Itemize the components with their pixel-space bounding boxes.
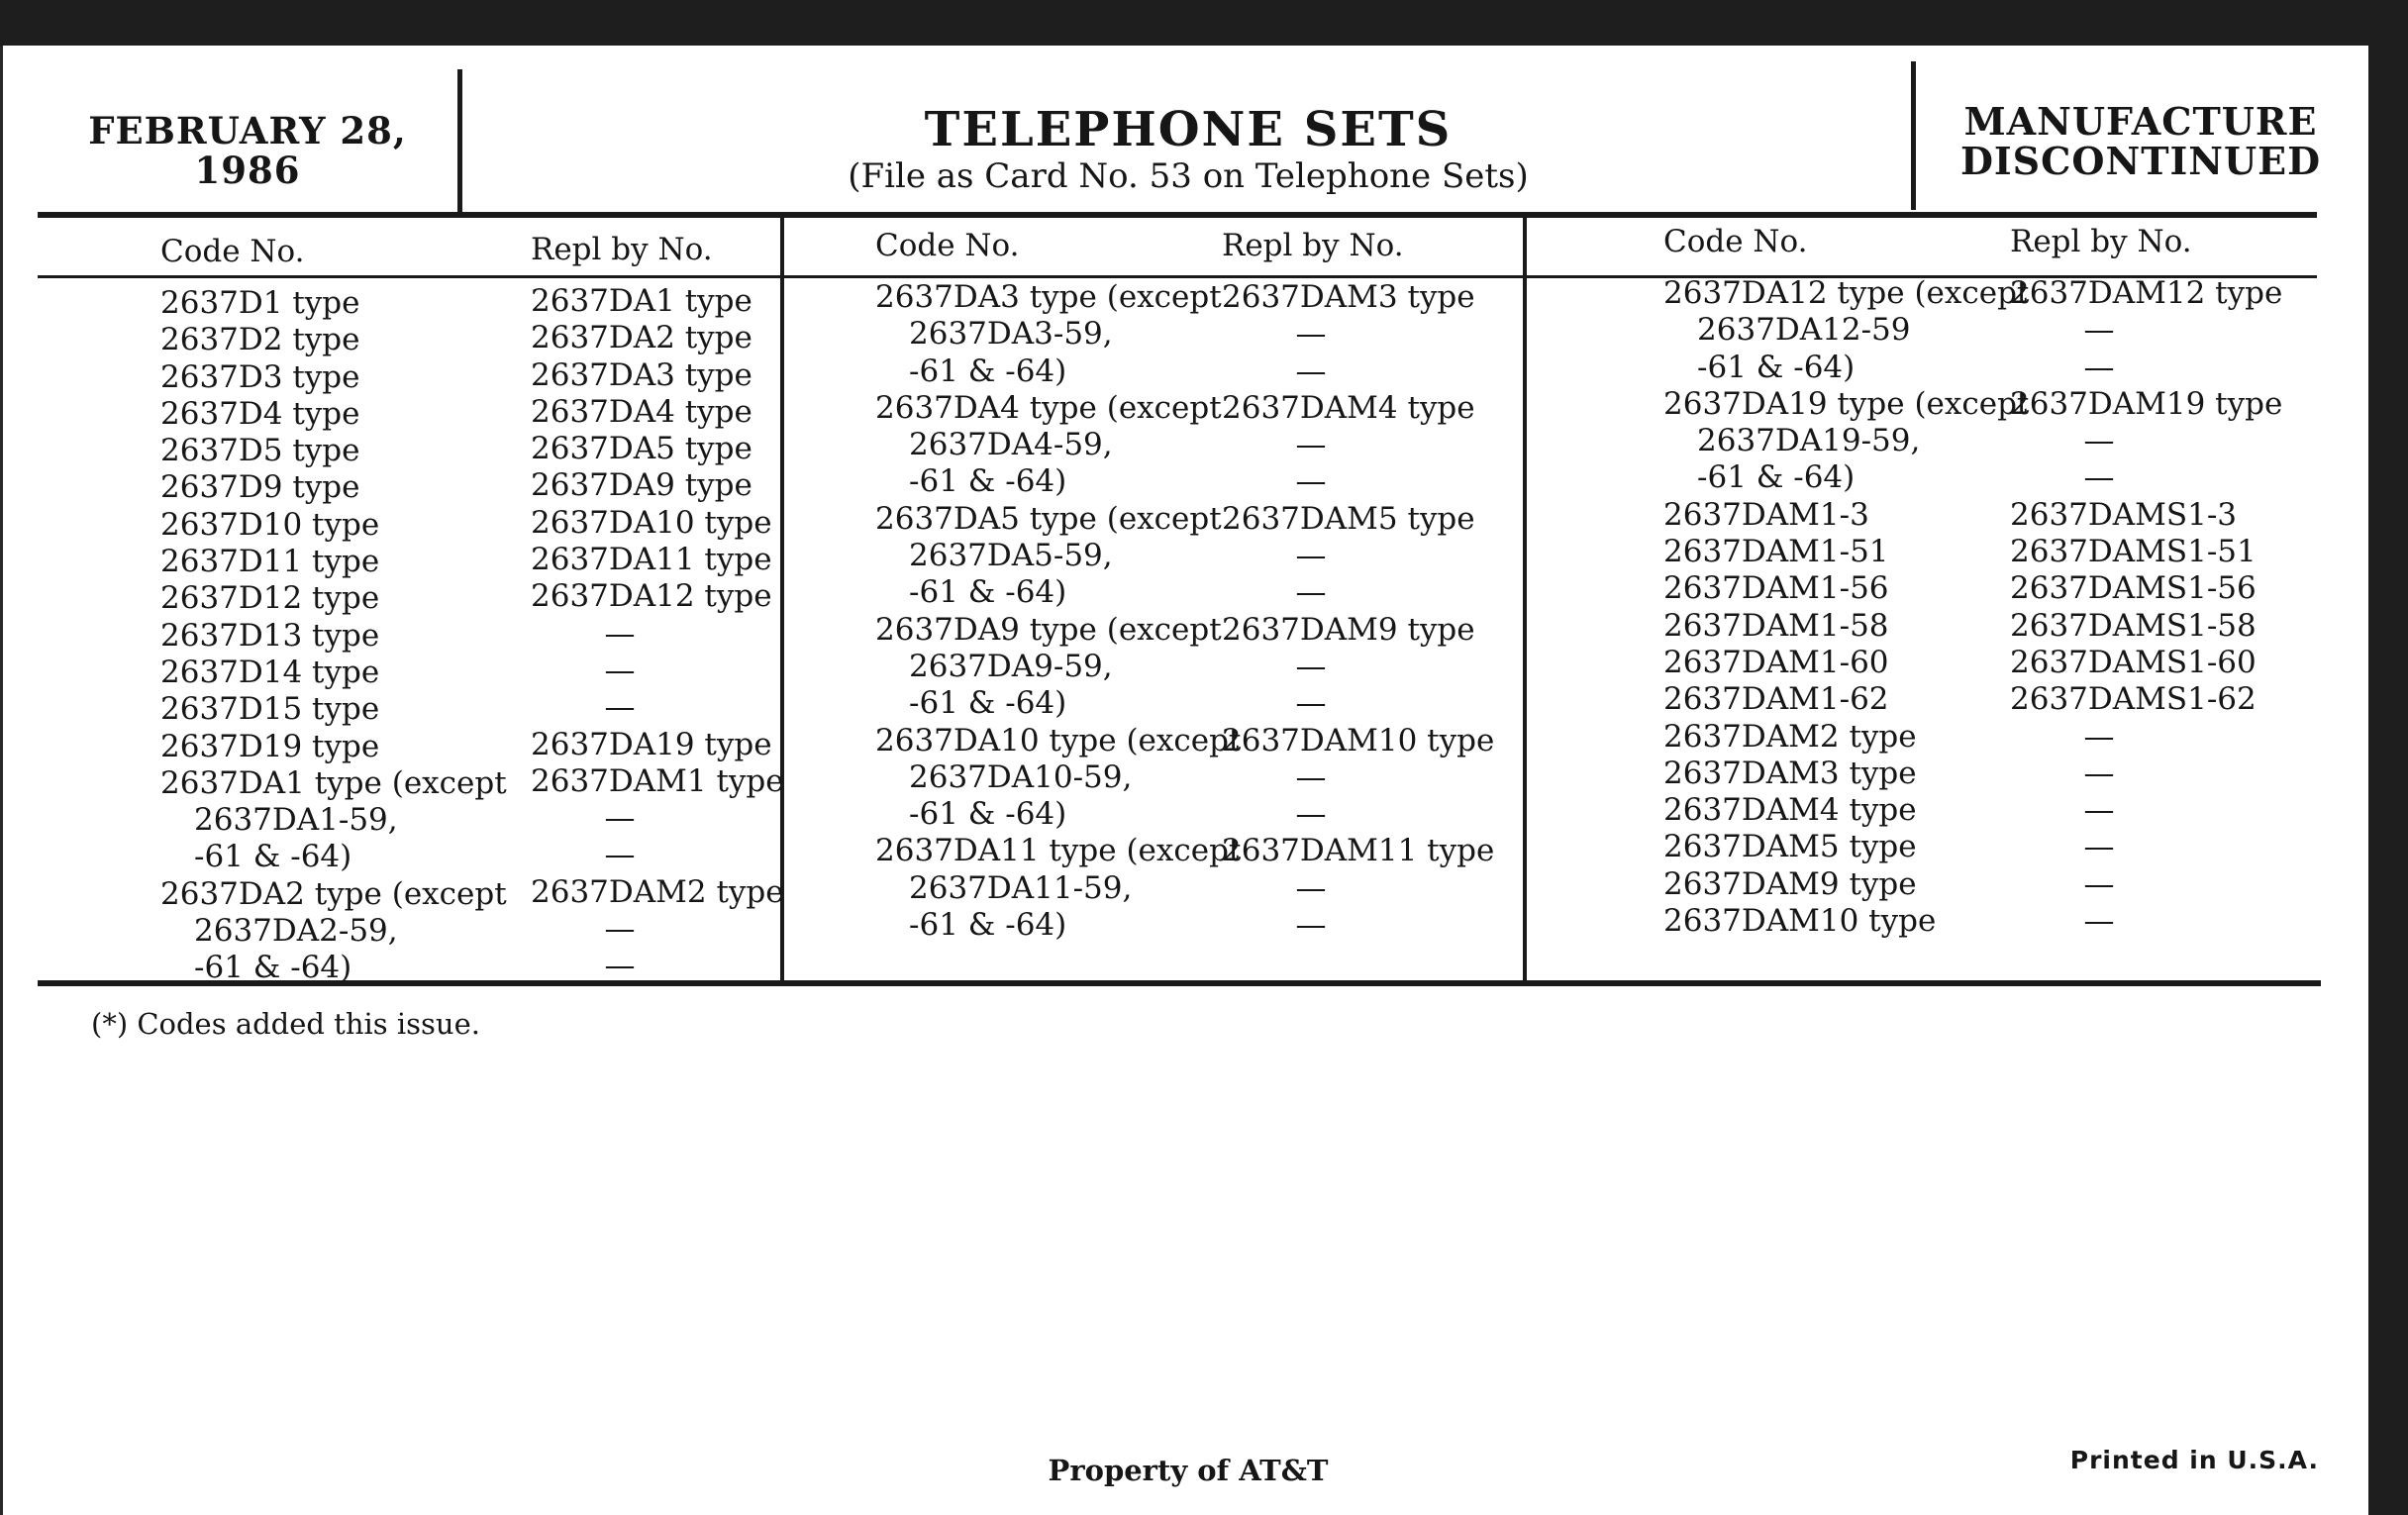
code-cell: 2637DA2 type (except <box>160 875 507 912</box>
code-cell: 2637DA12-59 <box>1697 312 1911 349</box>
header-divider-left <box>457 69 462 218</box>
repl-cell: — <box>1295 685 1327 722</box>
section3-repl-column <box>2010 275 2282 940</box>
repl-cell: 2637DAMS1-58 <box>2010 607 2257 644</box>
repl-cell: — <box>1295 574 1327 611</box>
repl-cell: 2637DAMS1-60 <box>2010 644 2257 680</box>
code-cell: -61 & -64) <box>909 353 1067 389</box>
repl-cell: 2637DAM5 type <box>1222 500 1475 537</box>
repl-cell: — <box>1295 463 1327 500</box>
code-cell: 2637DAM2 type <box>1663 718 1917 755</box>
section3-code-column <box>1663 275 2029 940</box>
repl-cell: 2637DAMS1-62 <box>2010 681 2257 718</box>
repl-cell: — <box>1295 538 1327 574</box>
repl-cell: 2637DAMS1-56 <box>2010 570 2257 607</box>
code-cell: 2637DA12 type (except <box>1663 275 2030 311</box>
printed-notice: Printed in U.S.A. <box>2069 1446 2319 1474</box>
code-cell: 2637D9 type <box>160 469 360 506</box>
repl-cell: — <box>2083 903 2115 940</box>
section1-repl-header: Repl by No. <box>531 232 713 267</box>
scan-border-top <box>0 0 2408 46</box>
code-cell: 2637D1 type <box>160 285 360 321</box>
code-cell: 2637DAM3 type <box>1663 755 1917 791</box>
repl-cell: 2637DAM4 type <box>1222 389 1475 426</box>
code-cell: 2637DA1 type (except <box>160 764 507 801</box>
repl-cell: 2637DA9 type <box>531 467 752 504</box>
repl-cell: — <box>2083 312 2115 349</box>
section2-code-header: Code No. <box>875 228 1020 263</box>
code-cell: 2637DAM10 type <box>1663 903 1937 940</box>
repl-cell: — <box>2083 718 2115 755</box>
status-line2: DISCONTINUED <box>1959 139 2322 183</box>
code-cell: -61 & -64) <box>909 796 1067 833</box>
code-cell: 2637DA19-59, <box>1697 423 1921 459</box>
repl-cell: 2637DA12 type <box>531 578 772 615</box>
code-cell: 2637D5 type <box>160 433 360 469</box>
code-cell: 2637DA5 type (except <box>875 500 1222 537</box>
document-title-block <box>465 103 1911 196</box>
code-cell: 2637DA2-59, <box>194 913 398 950</box>
repl-cell: 2637DAM19 type <box>2010 385 2283 422</box>
repl-cell: 2637DAM11 type <box>1222 833 1495 869</box>
status-label <box>1943 99 2339 183</box>
code-cell: 2637DA9-59, <box>909 648 1113 684</box>
card-edge-left <box>0 46 3 1515</box>
code-cell: 2637DA11 type (except <box>875 833 1242 869</box>
repl-cell: — <box>1295 648 1327 684</box>
header-rule <box>38 212 2317 218</box>
issue-date-line2: 1986 <box>194 149 301 192</box>
code-cell: 2637DAM9 type <box>1663 865 1917 902</box>
code-cell: -61 & -64) <box>909 907 1067 944</box>
section3-code-header: Code No. <box>1663 224 1808 259</box>
footnote: (*) Codes added this issue. <box>91 1007 480 1041</box>
code-cell: 2637DAM1-3 <box>1663 496 1869 533</box>
code-cell: 2637DA11-59, <box>909 869 1133 906</box>
code-cell: 2637DAM1-51 <box>1663 534 1889 570</box>
repl-cell: 2637DA2 type <box>531 320 752 356</box>
code-cell: 2637DA4-59, <box>909 427 1113 463</box>
issue-date <box>50 111 446 190</box>
repl-cell: — <box>2083 792 2115 829</box>
issue-date-line1: FEBRUARY 28, <box>88 109 407 152</box>
repl-cell: — <box>604 689 636 726</box>
repl-cell: 2637DA19 type <box>531 726 772 762</box>
section2-repl-column <box>1222 279 1494 944</box>
repl-cell: 2637DAM1 type <box>531 762 784 799</box>
section1-code-column <box>160 285 507 987</box>
repl-cell: 2637DA1 type <box>531 283 752 319</box>
repl-cell: — <box>1295 907 1327 944</box>
repl-cell: 2637DA4 type <box>531 393 752 430</box>
code-cell: -61 & -64) <box>909 463 1067 500</box>
code-cell: 2637D13 type <box>160 617 380 654</box>
repl-cell: 2637DAMS1-51 <box>2010 534 2257 570</box>
code-cell: 2637D15 type <box>160 691 380 728</box>
repl-cell: — <box>604 615 636 652</box>
code-cell: -61 & -64) <box>909 685 1067 722</box>
repl-cell: 2637DA10 type <box>531 504 772 541</box>
code-cell: -61 & -64) <box>1697 459 1856 496</box>
section1-repl-column <box>531 283 784 985</box>
code-cell: 2637DA5-59, <box>909 538 1113 574</box>
repl-cell: — <box>2083 755 2115 791</box>
repl-cell: — <box>604 837 636 873</box>
repl-cell: 2637DA5 type <box>531 431 752 467</box>
repl-cell: — <box>604 911 636 948</box>
code-cell: 2637DA3 type (except <box>875 279 1222 315</box>
code-cell: 2637DAM1-62 <box>1663 681 1889 718</box>
repl-cell: 2637DA11 type <box>531 542 772 578</box>
code-cell: 2637DA19 type (except <box>1663 385 2030 422</box>
section2-code-column <box>875 279 1241 944</box>
repl-cell: — <box>604 800 636 837</box>
repl-cell: 2637DAM2 type <box>531 873 784 910</box>
code-cell: 2637DAM5 type <box>1663 829 1917 865</box>
repl-cell: — <box>1295 869 1327 906</box>
code-cell: 2637D14 type <box>160 654 380 690</box>
code-cell: 2637D12 type <box>160 580 380 617</box>
section-divider-2 <box>1523 216 1527 986</box>
code-cell: 2637DAM1-56 <box>1663 570 1889 607</box>
code-cell: 2637D2 type <box>160 322 360 358</box>
code-cell: 2637D10 type <box>160 506 380 543</box>
repl-cell: — <box>2083 349 2115 385</box>
section2-repl-header: Repl by No. <box>1222 228 1404 263</box>
repl-cell: — <box>2083 423 2115 459</box>
code-cell: -61 & -64) <box>909 574 1067 611</box>
code-cell: 2637D4 type <box>160 395 360 432</box>
repl-cell: — <box>1295 353 1327 389</box>
repl-cell: — <box>2083 865 2115 902</box>
code-cell: -61 & -64) <box>1697 349 1856 385</box>
code-cell: -61 & -64) <box>194 950 352 986</box>
code-cell: 2637DA10 type (except <box>875 722 1242 758</box>
code-cell: -61 & -64) <box>194 839 352 875</box>
code-cell: 2637DA10-59, <box>909 758 1133 795</box>
repl-cell: 2637DAM12 type <box>2010 275 2283 311</box>
header-divider-right <box>1911 61 1916 210</box>
section1-code-header: Code No. <box>160 234 305 269</box>
repl-cell: — <box>604 652 636 688</box>
repl-cell: — <box>1295 758 1327 795</box>
code-cell: 2637DA1-59, <box>194 802 398 839</box>
repl-cell: 2637DAMS1-3 <box>2010 496 2238 533</box>
code-cell: 2637DAM4 type <box>1663 792 1917 829</box>
code-cell: 2637DA9 type (except <box>875 611 1222 648</box>
repl-cell: 2637DAM10 type <box>1222 722 1495 758</box>
code-cell: 2637D11 type <box>160 544 380 580</box>
repl-cell: 2637DAM9 type <box>1222 611 1475 648</box>
repl-cell: — <box>1295 796 1327 833</box>
code-cell: 2637DAM1-58 <box>1663 607 1889 644</box>
repl-cell: — <box>1295 316 1327 353</box>
property-notice: Property of AT&T <box>1048 1454 1329 1487</box>
status-line1: MANUFACTURE <box>1963 99 2318 144</box>
repl-cell: — <box>1295 427 1327 463</box>
repl-cell: 2637DA3 type <box>531 356 752 393</box>
repl-cell: — <box>2083 829 2115 865</box>
document-title: TELEPHONE SETS <box>924 102 1453 157</box>
document-subtitle: (File as Card No. 53 on Telephone Sets) <box>848 156 1529 196</box>
code-cell: 2637DA4 type (except <box>875 389 1222 426</box>
repl-cell: — <box>2083 459 2115 496</box>
repl-cell: 2637DAM3 type <box>1222 279 1475 315</box>
repl-cell: — <box>604 948 636 984</box>
code-cell: 2637DA3-59, <box>909 316 1113 353</box>
code-cell: 2637DAM1-60 <box>1663 644 1889 680</box>
code-cell: 2637D19 type <box>160 728 380 764</box>
section3-repl-header: Repl by No. <box>2010 224 2192 259</box>
code-cell: 2637D3 type <box>160 358 360 395</box>
scan-border-right <box>2368 0 2408 1515</box>
